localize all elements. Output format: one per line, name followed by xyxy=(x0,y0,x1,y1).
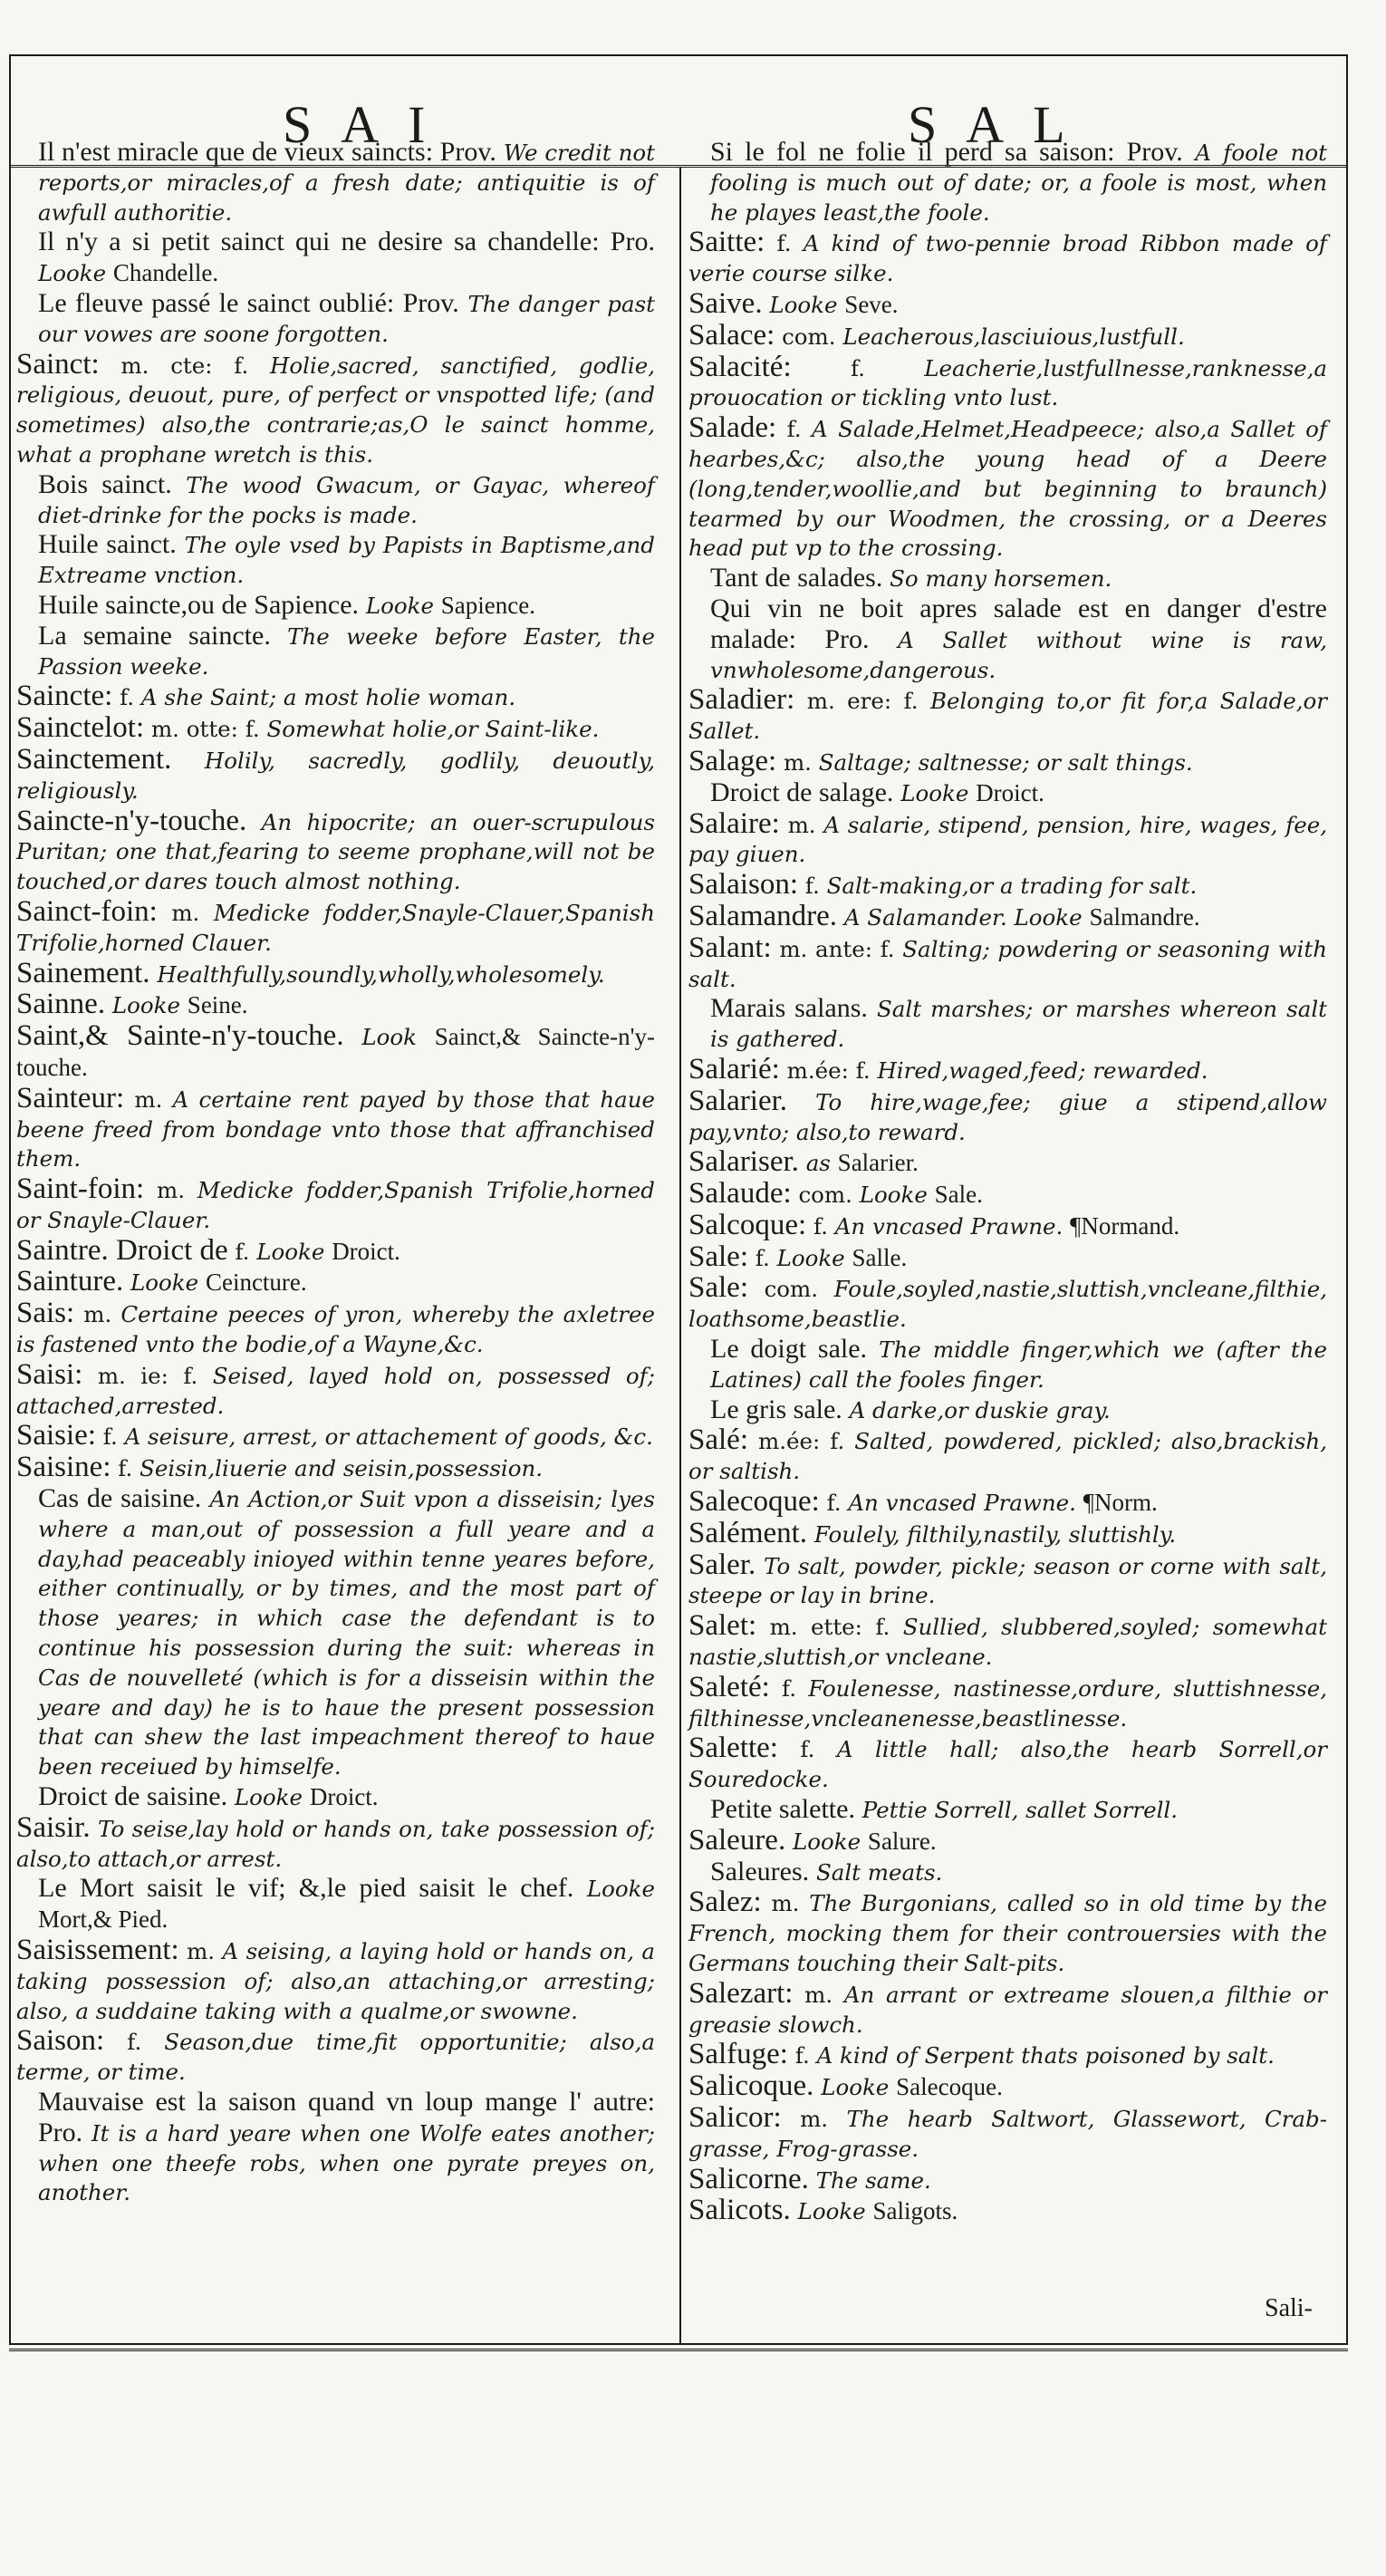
dictionary-entry xyxy=(710,1795,1327,1826)
entry-headword: Le gris sale. xyxy=(710,1394,842,1424)
entry-definition: Looke xyxy=(821,2074,890,2101)
dictionary-entry xyxy=(688,1550,1327,1612)
dictionary-entry xyxy=(688,227,1327,289)
entry-headword: Salez: xyxy=(688,1886,762,1919)
dictionary-entry xyxy=(688,2162,1327,2196)
dictionary-entry xyxy=(38,530,655,591)
entry-definition: Holily, sacredly, godlily, deuoutly, religiously. xyxy=(16,747,655,804)
entry-definition: Salt marshes; or marshes whereon salt is gathered. xyxy=(710,996,1328,1053)
entry-definition: Looke xyxy=(776,1244,845,1271)
entry-definition: A kind of Serpent thats poisoned by salt. xyxy=(816,2042,1275,2069)
entry-definition: A Salamander. Looke xyxy=(843,903,1083,931)
dictionary-entry xyxy=(710,564,1327,594)
entry-headword: Salaire: xyxy=(688,806,780,840)
entry-definition: Medicke fodder,Spanish Trifolie,horned or Snayle-Clauer. xyxy=(16,1177,655,1233)
entry-headword: Saleté: xyxy=(688,1670,770,1703)
dictionary-entry xyxy=(688,899,1327,933)
dictionary-entry xyxy=(688,1487,1327,1519)
entry-headword: Droict de saisine. xyxy=(38,1781,228,1812)
dictionary-entry xyxy=(710,1395,1327,1426)
dictionary-entry xyxy=(16,1021,655,1084)
entry-grammar: m. cte: f. xyxy=(120,352,249,379)
dictionary-entry xyxy=(38,1874,655,1935)
dictionary-entry xyxy=(38,227,655,289)
entry-crossref: Salure. xyxy=(867,1827,937,1855)
entry-headword: Salicoque. xyxy=(688,2069,814,2103)
dictionary-entry xyxy=(688,1516,1327,1550)
entry-definition: Salting; powdering or seasoning with salt. xyxy=(688,935,1328,992)
entry-headword: Salé: xyxy=(688,1423,748,1457)
entry-grammar: f. xyxy=(794,2042,810,2069)
dictionary-entry xyxy=(688,1052,1327,1086)
entry-definition: An Action,or Suit vpon a disseisin; lyes where a man,out of possession a full yeare and a day,had peaceably inioyed within tenne yeares before, either continually, or by times, and the most part of those yeares; in which case the defendant is to continue his possession during the suit: whereas in Cas de nouvelleté (which is for a disseisin within the yeare and day) he is to haue the present possession that can shew the last impeachment thereof to haue been receiued by himselfe. xyxy=(38,1486,655,1780)
entry-headword: Sais: xyxy=(16,1297,75,1330)
right-running-head: SAL xyxy=(908,95,1094,154)
entry-crossref: Saligots. xyxy=(872,2197,958,2225)
dictionary-entry xyxy=(688,2195,1327,2227)
entry-headword: Sainteur: xyxy=(16,1081,125,1114)
dictionary-entry xyxy=(16,1298,655,1360)
entry-definition: Hired,waged,feed; rewarded. xyxy=(877,1056,1208,1084)
entry-headword: Saisir. xyxy=(16,1810,91,1844)
entry-definition: Salt meats. xyxy=(815,1858,943,1886)
dictionary-entry xyxy=(16,1081,655,1174)
dictionary-entry xyxy=(688,1273,1327,1335)
entry-headword: Il n'est miracle que de vieux saincts: Prov. xyxy=(38,137,496,167)
entry-headword: Salace: xyxy=(688,318,775,352)
dictionary-entry xyxy=(16,1935,655,2026)
entry-headword: Sainne. xyxy=(16,988,106,1021)
entry-headword: Salarié: xyxy=(688,1052,780,1085)
dictionary-entry xyxy=(688,286,1327,321)
dictionary-entry xyxy=(38,622,655,682)
dictionary-entry xyxy=(16,2026,655,2088)
entry-definition: To hire,wage,fee; giue a stipend,allow pay,vnto; also,to reward. xyxy=(688,1088,1327,1145)
entry-definition: Looke xyxy=(797,2198,866,2225)
entry-grammar: f. xyxy=(120,684,135,711)
dictionary-entry xyxy=(38,470,655,531)
entry-definition: Looke xyxy=(130,1269,199,1297)
entry-definition: The middle finger,which we (after the Latines) call the fooles finger. xyxy=(710,1336,1328,1393)
entry-headword: Cas de saisine. xyxy=(38,1483,202,1514)
entry-definition: The hearb Saltwort, Glassewort, Crab-grasse, Frog-grasse. xyxy=(688,2106,1327,2162)
entry-definition: Belonging to,or fit for,a Salade,or Sallet. xyxy=(688,688,1327,745)
dictionary-entry xyxy=(688,685,1327,747)
entry-definition: A foole not fooling is much out of date; or, a foole is most, when he playes least,the foole. xyxy=(710,140,1327,226)
entry-headword: La semaine saincte. xyxy=(38,620,271,651)
entry-headword: Marais salans. xyxy=(710,993,868,1024)
entry-headword: Salcoque: xyxy=(688,1208,807,1241)
entry-headword: Droict de salage. xyxy=(710,777,894,807)
entry-crossref: Sale. xyxy=(934,1181,983,1209)
entry-headword: Saincte-n'y-touche. xyxy=(16,804,247,837)
entry-grammar: m. ante: f. xyxy=(779,935,895,962)
entry-definition: A salarie, stipend, pension, hire, wages, fee, pay giuen. xyxy=(688,811,1327,868)
dictionary-entry xyxy=(16,1357,655,1422)
entry-definition: Look xyxy=(361,1024,417,1051)
entry-headword: Saleure. xyxy=(688,1823,786,1857)
entry-definition: Medicke fodder,Snayle-Clauer,Spanish Trifolie,horned Clauer. xyxy=(16,899,655,956)
entry-headword: Si le fol ne folie il perd sa saison: Prov. xyxy=(710,137,1183,167)
entry-headword: Salecoque: xyxy=(688,1485,820,1519)
entry-headword: Salément. xyxy=(688,1516,808,1549)
entry-headword: Salant: xyxy=(688,931,772,964)
entry-grammar: m. ere: f. xyxy=(806,688,919,715)
dictionary-entry xyxy=(16,894,655,959)
entry-headword: Saintre. Droict de xyxy=(16,1233,228,1267)
entry-definition: So many horsemen. xyxy=(890,565,1112,593)
entry-definition: To salt, powder, pickle; season or corne with salt, steepe or lay in brine. xyxy=(688,1552,1327,1609)
entry-headword: Huile saincte,ou de Sapience. xyxy=(38,589,360,620)
entry-definition: Looke xyxy=(365,592,434,619)
entry-grammar: m. xyxy=(800,2106,829,2132)
entry-headword: Huile sainct. xyxy=(38,529,177,560)
entry-headword: Le doigt sale. xyxy=(710,1334,868,1365)
entry-headword: Saint,& Sainte-n'y-touche. xyxy=(16,1019,344,1053)
dictionary-entry xyxy=(710,594,1327,685)
entry-definition: Foule,soyled,nastie,sluttish,vncleane,filthie, loathsome,beastlie. xyxy=(688,1276,1327,1333)
dictionary-entry xyxy=(16,1452,655,1484)
entry-definition: To seise,lay hold or hands on, take possession of; also,to attach,or arrest. xyxy=(16,1815,655,1872)
entry-grammar: f. xyxy=(826,1490,842,1517)
entry-headword: Salage: xyxy=(688,744,777,777)
entry-headword: Salet: xyxy=(688,1609,757,1643)
entry-grammar: f. xyxy=(102,1423,118,1451)
dictionary-entry xyxy=(38,2088,655,2208)
entry-crossref: ¶Norm. xyxy=(1083,1489,1158,1517)
entry-grammar: m. xyxy=(783,748,812,776)
dictionary-entry xyxy=(688,933,1327,995)
entry-headword: Salarier. xyxy=(688,1084,788,1117)
entry-crossref: Droict. xyxy=(976,778,1044,806)
dictionary-entry xyxy=(688,1976,1328,2041)
dictionary-entry xyxy=(688,1670,1327,1734)
dictionary-entry xyxy=(688,1611,1327,1673)
entry-headword: Sale: xyxy=(688,1240,748,1273)
dictionary-entry xyxy=(688,1208,1327,1242)
dictionary-entry xyxy=(688,806,1327,871)
entry-headword: Salette: xyxy=(688,1732,778,1765)
entry-definition: Foulely, filthily,nastily, sluttishly. xyxy=(813,1520,1177,1548)
entry-grammar: f. xyxy=(118,1455,133,1482)
entry-definition: Looke xyxy=(586,1876,655,1903)
entry-headword: Salaude: xyxy=(688,1177,792,1211)
entry-definition: The wood Gwacum, or Gayac, whereof diet-drinke for the pocks is made. xyxy=(38,471,655,528)
dictionary-entry xyxy=(16,989,655,1021)
entry-definition: Somewhat holie,or Saint-like. xyxy=(266,716,600,743)
entry-headword: Il n'y a si petit sainct qui ne desire sa chandelle: Pro. xyxy=(38,227,655,257)
entry-headword: Saisissement: xyxy=(16,1934,179,1967)
dictionary-entry xyxy=(688,2103,1327,2165)
dictionary-entry xyxy=(38,591,655,622)
entry-headword: Sainct-foin: xyxy=(16,894,158,928)
entry-definition: A seisure, arrest, or attachement of goods, &c. xyxy=(124,1423,653,1451)
entry-definition: Looke xyxy=(769,291,838,318)
entry-grammar: m. xyxy=(804,1981,833,2008)
dictionary-entry xyxy=(688,1733,1327,1795)
entry-definition: Sullied, slubbered,soyled; somewhat nastie,sluttish,or vncleane. xyxy=(688,1614,1327,1671)
bottom-rule xyxy=(9,2349,1348,2351)
entry-headword: Sainture. xyxy=(16,1265,124,1298)
entry-grammar: m.ée: f. xyxy=(786,1056,871,1084)
entry-crossref: Salle. xyxy=(852,1243,908,1271)
entry-definition: A kind of two-pennie broad Ribbon made of verie course silke. xyxy=(688,230,1327,287)
entry-definition: The oyle vsed by Papists in Baptisme,and Extreame vnction. xyxy=(38,532,655,589)
entry-headword: Salariser. xyxy=(688,1145,799,1179)
entry-definition: We credit not reports,or miracles,of a fresh date; antiquitie is of awfull authoritie. xyxy=(38,140,655,226)
entry-headword: Saitte: xyxy=(688,226,765,259)
entry-crossref: Ceincture. xyxy=(205,1269,307,1297)
entry-crossref: Salecoque. xyxy=(896,2073,1003,2101)
entry-headword: Saincte: xyxy=(16,680,113,713)
entry-grammar: f. xyxy=(776,230,792,257)
dictionary-entry xyxy=(16,713,655,745)
entry-headword: Salicorne. xyxy=(688,2162,809,2195)
entry-headword: Saladier: xyxy=(688,683,795,717)
column-divider xyxy=(679,167,681,2343)
entry-definition: The same. xyxy=(815,2166,931,2194)
entry-headword: Tant de salades. xyxy=(710,563,883,593)
entry-grammar: m. ie: f. xyxy=(97,1362,198,1389)
entry-headword: Bois sainct. xyxy=(38,468,172,499)
entry-definition: Certaine peeces of yron, whereby the axletree is fastened vnto the bodie,of a Wayne,&c. xyxy=(16,1301,655,1358)
entry-definition: The danger past our vowes are soone forgotten. xyxy=(38,290,656,347)
entry-definition: Looke xyxy=(256,1238,325,1265)
entry-definition: It is a hard yeare when one Wolfe eates another; when one theefe robs, when one pyrate preyes on, another. xyxy=(38,2119,656,2206)
entry-headword: Salicots. xyxy=(688,2194,791,2227)
entry-definition: Seisin,liuerie and seisin,possession. xyxy=(140,1455,544,1482)
entry-definition: A seising, a laying hold or hands on, a taking possession of; also,an attaching,or arresting; also, a suddaine taking with a qualme,or swowne. xyxy=(16,1938,655,2024)
entry-definition: The Burgonians, called so in old time by the French, mocking them for their controuersies with the Germans touching their Salt-pits. xyxy=(688,1890,1327,1977)
dictionary-entry xyxy=(710,778,1327,809)
entry-definition: An vncased Prawne. xyxy=(848,1490,1076,1517)
dictionary-entry xyxy=(16,1810,655,1875)
entry-grammar: com. xyxy=(782,323,836,350)
entry-crossref: Sapience. xyxy=(440,591,535,619)
entry-headword: Sainctement. xyxy=(16,742,172,776)
left-column xyxy=(16,138,655,2208)
entry-grammar: f. xyxy=(235,1238,250,1265)
entry-headword: Sainctelot: xyxy=(16,711,145,745)
entry-headword: Sainct: xyxy=(16,347,100,381)
entry-headword: Saisine: xyxy=(16,1451,111,1484)
dictionary-entry xyxy=(38,289,655,350)
entry-crossref: Chandelle. xyxy=(112,259,219,287)
right-column xyxy=(688,138,1327,2227)
entry-definition: Salt-making,or a trading for salt. xyxy=(826,873,1198,900)
entry-definition: Season,due time,fit opportunitie; also,a terme, or time. xyxy=(16,2029,655,2086)
entry-grammar: f. xyxy=(127,2029,142,2056)
entry-definition: The weeke before Easter, the Passion weeke. xyxy=(38,622,655,680)
dictionary-entry xyxy=(38,1782,655,1813)
dictionary-entry xyxy=(688,2040,1327,2071)
entry-definition: Seised, layed hold on, possessed of; attached,arrested. xyxy=(16,1362,655,1419)
entry-definition: Holie,sacred, sanctified, godlie, religious, deuout, pure, of perfect or vnspotted life; (and sometimes) also,the contrarie;as,O le sainct homme, what a prophane wretch is this. xyxy=(16,352,655,468)
entry-grammar: m. ette: f. xyxy=(769,1614,890,1641)
entry-grammar: m.ée: f. xyxy=(757,1428,845,1455)
entry-headword: Salamandre. xyxy=(688,899,838,932)
dictionary-entry xyxy=(16,742,655,806)
entry-definition: A she Saint; a most holie woman. xyxy=(140,684,516,711)
entry-crossref: Sainct,& Saincte-n'y-touche. xyxy=(16,1023,655,1081)
dictionary-entry xyxy=(38,1484,655,1782)
dictionary-entry xyxy=(710,1335,1327,1395)
dictionary-entry xyxy=(16,806,655,897)
dictionary-entry xyxy=(710,994,1327,1055)
entry-grammar: m. otte: f. xyxy=(150,716,260,743)
dictionary-entry xyxy=(16,347,655,470)
catchword: Sali- xyxy=(1265,2294,1313,2322)
entry-crossref: Seve. xyxy=(844,290,899,318)
dictionary-entry xyxy=(688,318,1327,352)
entry-grammar: f. xyxy=(804,873,820,900)
dictionary-entry xyxy=(16,1233,655,1268)
entry-headword: Saler. xyxy=(688,1548,756,1581)
entry-grammar: f. xyxy=(786,416,802,443)
entry-crossref: Mort,& Pied. xyxy=(38,1905,168,1934)
entry-crossref: Seine. xyxy=(187,991,248,1019)
entry-headword: Saint-foin: xyxy=(16,1172,145,1206)
entry-grammar: f. xyxy=(850,354,865,381)
dictionary-entry xyxy=(38,138,655,227)
dictionary-entry xyxy=(688,1086,1327,1148)
dictionary-entry xyxy=(710,138,1327,227)
entry-headword: Qui vin ne boit apres salade est en danger d'estre malade: Pro. xyxy=(710,593,1327,654)
entry-grammar: f. xyxy=(813,1212,828,1240)
entry-definition: Pettie Sorrell, sallet Sorrell. xyxy=(861,1797,1179,1824)
entry-definition: An arrant or extreame slouen,a filthie or greasie slowch. xyxy=(688,1981,1328,2038)
dictionary-entry xyxy=(16,956,655,990)
entry-grammar: m. xyxy=(156,1177,185,1204)
dictionary-entry xyxy=(16,1421,655,1452)
entry-headword: Saive. xyxy=(688,286,763,320)
entry-definition: An hipocrite; an ouer-scrupulous Puritan; one that,fearing to seeme prophane,will not be touched,or dares touch almost nothing. xyxy=(16,808,655,895)
entry-grammar: com. xyxy=(764,1276,819,1303)
entry-headword: Saleures. xyxy=(710,1856,810,1886)
entry-definition: Foulenesse, nastinesse,ordure, sluttishnesse, filthinesse,vncleanenesse,beastlinesse. xyxy=(688,1674,1327,1732)
entry-headword: Le fleuve passé le sainct oublié: Prov. xyxy=(38,287,459,318)
dictionary-entry xyxy=(710,1857,1327,1888)
entry-grammar: com. xyxy=(798,1182,852,1209)
dictionary-entry xyxy=(688,1823,1327,1857)
entry-headword: Salicor: xyxy=(688,2101,782,2134)
entry-headword: Sale: xyxy=(688,1271,748,1305)
entry-definition: Looke xyxy=(900,779,969,806)
entry-grammar: m. xyxy=(134,1085,163,1113)
entry-crossref: Salmandre. xyxy=(1089,902,1200,931)
dictionary-entry xyxy=(688,870,1327,902)
entry-grammar: f. xyxy=(755,1244,770,1271)
dictionary-entry xyxy=(688,413,1327,564)
entry-grammar: m. xyxy=(187,1938,216,1965)
dictionary-entry xyxy=(688,1242,1327,1274)
entry-definition: An vncased Prawne. xyxy=(834,1212,1064,1240)
entry-definition: Salted, powdered, pickled; also,brackish, or saltish. xyxy=(688,1428,1327,1485)
entry-definition: A certaine rent payed by those that haue beene freed from bondage vnto those that affranchised them. xyxy=(16,1085,655,1172)
dictionary-entry xyxy=(688,1179,1327,1211)
entry-definition: Looke xyxy=(793,1828,861,1855)
entry-headword: Salade: xyxy=(688,411,777,445)
entry-definition: A darke,or duskie gray. xyxy=(849,1396,1111,1423)
dictionary-entry xyxy=(688,352,1327,414)
entry-definition: A Sallet without wine is raw, vnwholesome,dangerous. xyxy=(710,626,1327,683)
entry-grammar: f. xyxy=(782,1674,797,1702)
dictionary-entry xyxy=(688,1147,1327,1179)
entry-grammar: m. xyxy=(83,1301,112,1328)
entry-headword: Salacité: xyxy=(688,350,792,383)
entry-definition: Looke xyxy=(234,1784,303,1811)
entry-definition: A little hall; also,the hearb Sorrell,or Souredocke. xyxy=(688,1736,1327,1793)
entry-grammar: f. xyxy=(800,1736,815,1763)
entry-grammar: m. xyxy=(171,899,200,926)
entry-definition: Leacherous,lasciuious,lustfull. xyxy=(842,323,1185,350)
dictionary-entry xyxy=(688,1425,1327,1487)
dictionary-entry xyxy=(16,1267,655,1298)
entry-headword: Salaison: xyxy=(688,868,798,902)
entry-definition: Looke xyxy=(111,992,180,1019)
entry-definition: Leacherie,lustfullnesse,ranknesse,a prouocation or tickling vnto lust. xyxy=(688,354,1327,411)
entry-headword: Saison: xyxy=(16,2024,105,2058)
dictionary-entry xyxy=(16,1174,655,1236)
entry-definition: Looke xyxy=(38,260,107,287)
entry-grammar: m. xyxy=(771,1890,800,1917)
entry-definition: A Salade,Helmet,Headpeece; also,a Sallet of hearbes,&c; also,the young head of a Deere (long,tender,woollie,and but beginning to braunch) tearmed by our Woodmen, the crossing, or a Deeres head put vp to the crossing. xyxy=(688,416,1327,562)
entry-headword: Saisi: xyxy=(16,1357,83,1391)
entry-headword: Saisie: xyxy=(16,1419,96,1452)
entry-definition: Looke xyxy=(859,1182,928,1209)
entry-headword: Mauvaise est la saison quand vn loup mange l' autre: Pro. xyxy=(38,2087,655,2147)
entry-crossref: ¶Normand. xyxy=(1070,1211,1180,1240)
entry-crossref: Droict. xyxy=(309,1783,379,1811)
entry-definition: Saltage; saltnesse; or salt things. xyxy=(818,748,1193,776)
dictionary-entry xyxy=(688,2071,1327,2103)
entry-headword: Salfuge: xyxy=(688,2038,788,2071)
dictionary-entry xyxy=(688,744,1327,778)
entry-crossref: Salarier. xyxy=(837,1149,919,1177)
entry-headword: Le Mort saisit le vif; &,le pied saisit le chef. xyxy=(38,1873,574,1904)
entry-headword: Sainement. xyxy=(16,956,150,989)
entry-headword: Salezart: xyxy=(688,1976,794,2010)
dictionary-entry xyxy=(16,681,655,713)
entry-definition: Healthfully,soundly,wholly,wholesomely. xyxy=(157,960,605,988)
entry-definition: as xyxy=(805,1150,831,1177)
entry-headword: Petite salette. xyxy=(710,1794,855,1825)
entry-crossref: Droict. xyxy=(332,1237,400,1265)
dictionary-entry xyxy=(688,1887,1327,1978)
left-running-head: SAI xyxy=(283,95,455,154)
entry-grammar: m. xyxy=(787,811,816,838)
